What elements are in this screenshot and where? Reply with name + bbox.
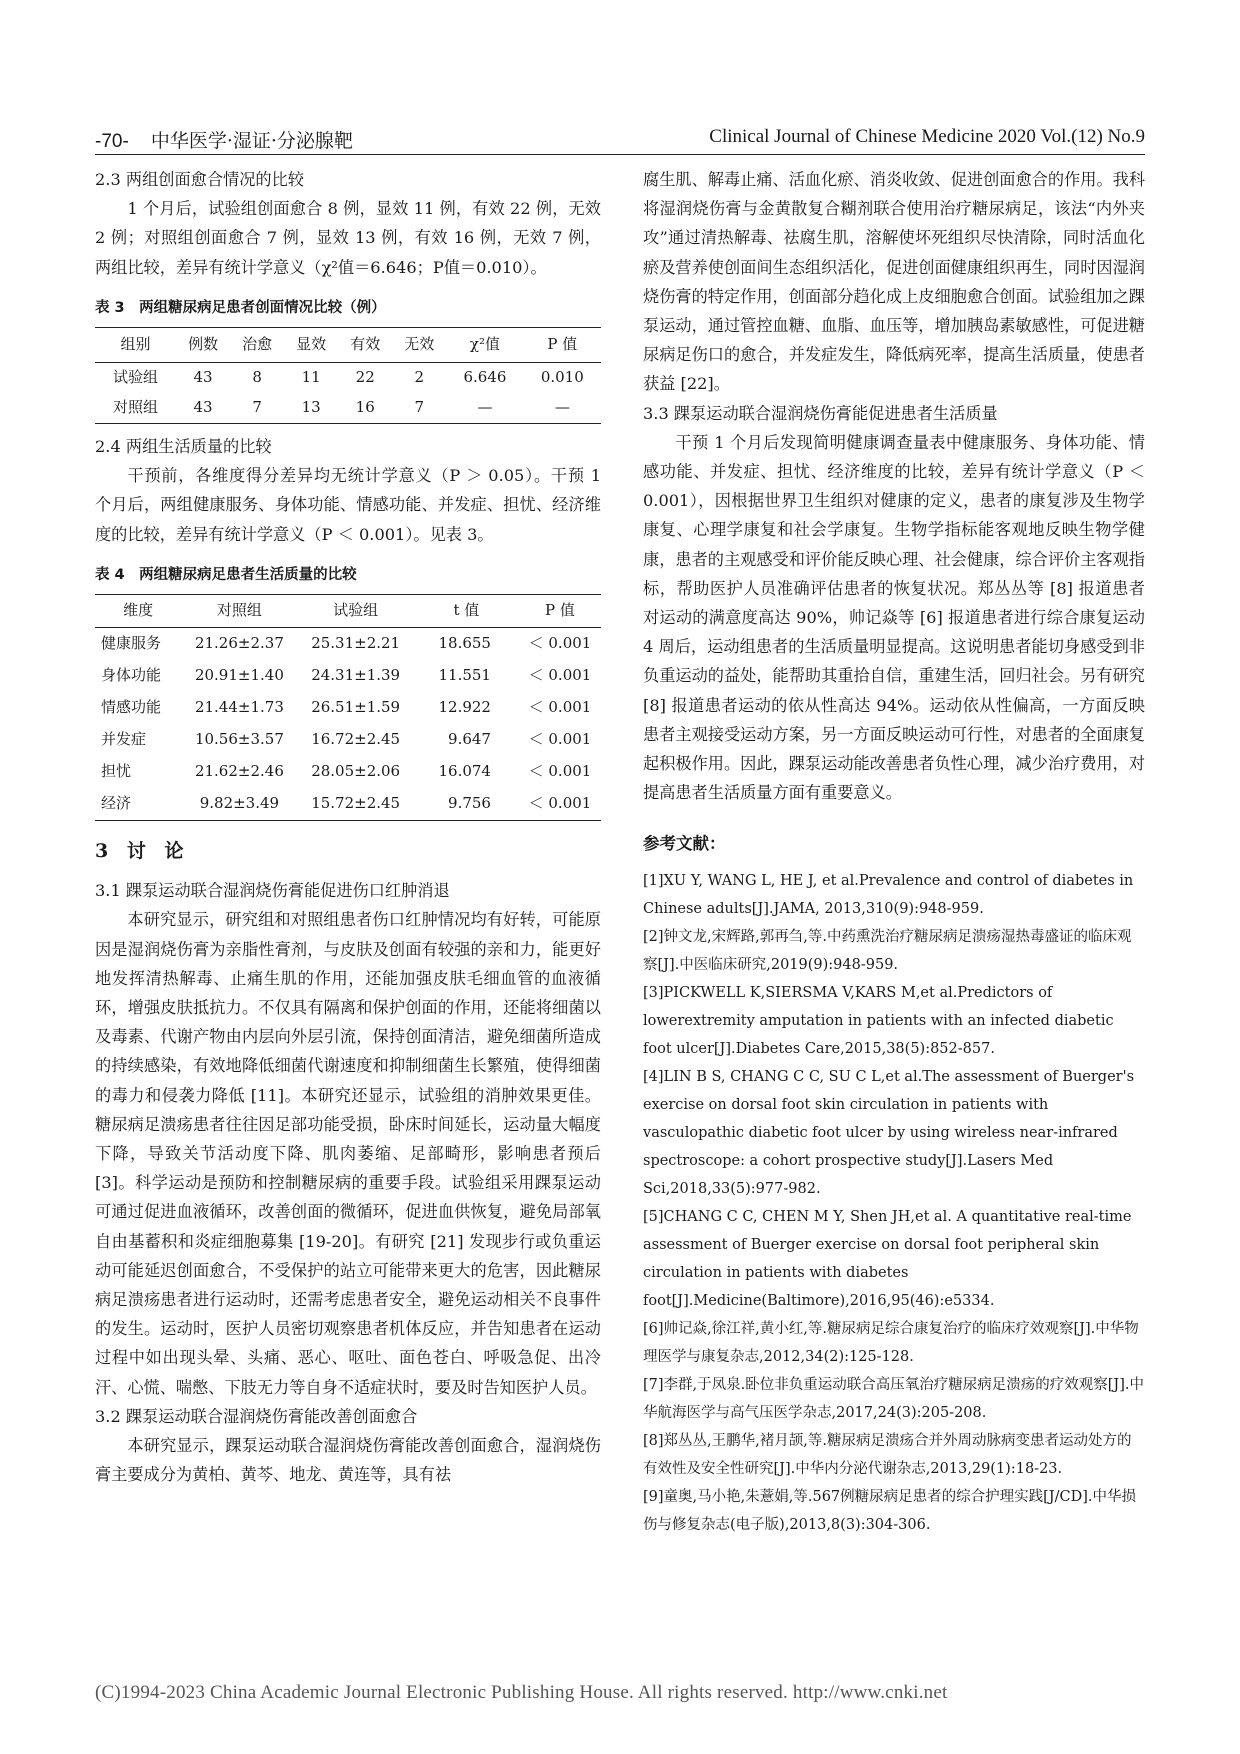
table-row — [95, 660, 601, 692]
table-cell: 8 — [252, 368, 262, 387]
table-cell: 15.72±2.45 — [311, 794, 401, 813]
table-row — [95, 628, 601, 661]
table-3-header-row — [95, 328, 601, 363]
table-cell: 9.756 — [448, 794, 491, 813]
table-3-header: 治愈 — [242, 335, 273, 354]
table-cell: ＜ 0.001 — [528, 634, 592, 653]
table-cell: 25.31±2.21 — [311, 634, 401, 653]
table-4-caption: 表 4 两组糖尿病足患者生活质量的比较 — [95, 566, 357, 583]
table-cell: 并发症 — [101, 730, 147, 749]
table-3 — [95, 327, 601, 424]
table-cell: 24.31±1.39 — [311, 666, 401, 685]
reference-item: [9]童奥,马小艳,朱薏娟,等.567例糖尿病足患者的综合护理实践[J/CD].中华损伤与修复杂志(电子版),2013,8(3):304-306. — [643, 1488, 1136, 1533]
table-cell: 7 — [414, 398, 425, 417]
table-4 — [95, 594, 601, 821]
header-rule — [95, 154, 1145, 155]
left-column — [95, 165, 601, 1490]
reference-item: [1]XU Y, WANG L, HE J, et al.Prevalence and control of diabetes in Chinese adults[J].JAMA, 2013,310(9):948-959. — [643, 872, 1134, 917]
section-3-title: 3 讨 论 — [95, 840, 190, 863]
section-3-2-continuation: 腐生肌、解毒止痛、活血化瘀、消炎收敛、促进创面愈合的作用。我科将湿润烧伤膏与金黄散复合糊剂联合使用治疗糖尿病足，该法“内外夹攻”通过清热解毒、祛腐生肌，溶解使坏死组织尽快清除，同时活血化瘀及营养使创面间生态组织活化，促进创面健康组织再生，同时因湿润烧伤膏的特定作用，创面部分趋化成上皮细胞愈合创面。试验组加之踝泵运动，通过管控血糖、血脂、血压等，增加胰岛素敏感性，可促进糖尿病足伤口的愈合，并发症发生，降低病死率，提高生活质量，使患者获益 [22]。 — [643, 170, 1145, 394]
table-3-header: 显效 — [296, 335, 327, 354]
table-3-header: 无效 — [404, 335, 435, 354]
references-title: 参考文献： — [643, 834, 726, 854]
reference-item: [8]郑丛丛,王鹏华,褚月颉,等.糖尿病足溃疡合并外周动脉病变患者运动处方的有效性及安全性研究[J].中华内分泌代谢杂志,2013,29(1):18-23. — [643, 1432, 1132, 1477]
table-cell: 9.647 — [448, 730, 491, 749]
table-4-header: 试验组 — [333, 601, 379, 620]
right-column — [643, 165, 1145, 1539]
table-cell: 2 — [414, 368, 425, 387]
table-cell: 13 — [301, 398, 321, 417]
page-number: -70- — [95, 131, 129, 152]
section-2-4-paragraph: 干预前，各维度得分差异均无统计学意义（P ＞ 0.05）。干预 1 个月后，两组健康服务、身体功能、情感功能、并发症、担忧、经济维度的比较，差异有统计学意义（P ＜ 0.001）。见表 3。 — [95, 466, 601, 544]
table-cell: 7 — [252, 398, 262, 417]
reference-list — [643, 867, 1145, 1539]
table-cell: 22 — [355, 368, 375, 387]
reference-item: [5]CHANG C C, CHEN M Y, Shen JH,et al. A quantitative real-time assessment of Buerger exercise on dorsal foot peripheral skin circulation in patients with diabetes foot[J].Medicine(Baltimore),2016,95(46):e5334. — [643, 1208, 1132, 1309]
table-cell: 26.51±1.59 — [311, 698, 401, 717]
table-cell: ＜ 0.001 — [528, 698, 592, 717]
table-cell: 试验组 — [113, 368, 159, 387]
table-cell: 0.010 — [540, 368, 584, 387]
journal-title-cn: 中华医学·湿证·分泌腺靶 — [150, 130, 353, 152]
table-4-header: P 值 — [545, 601, 575, 620]
section-2-3-paragraph: 1 个月后，试验组创面愈合 8 例，显效 11 例，有效 22 例，无效 2 例；对照组创面愈合 7 例，显效 13 例，有效 16 例，无效 7 例，两组比较，差异有统计学意义（χ²值＝6.646；P值＝0.010）。 — [95, 199, 601, 277]
table-cell: 21.62±2.46 — [194, 762, 284, 781]
table-cell: 21.26±2.37 — [194, 634, 284, 653]
reference-item: [6]帅记焱,徐江祥,黄小红,等.糖尿病足综合康复治疗的临床疗效观察[J].中华物理医学与康复杂志,2012,34(2):125-128. — [643, 1320, 1139, 1365]
section-2-3-title: 2.3 两组创面愈合情况的比较 — [95, 170, 304, 189]
table-cell: 12.922 — [438, 698, 491, 717]
table-cell: 担忧 — [101, 762, 132, 781]
reference-item: [2]钟文龙,宋辉路,郭再刍,等.中药熏洗治疗糖尿病足溃疡湿热毒盛证的临床观察[J].中医临床研究,2019(9):948-959. — [643, 928, 1132, 973]
table-3-header: 组别 — [120, 335, 151, 354]
table-cell: 6.646 — [463, 368, 507, 387]
table-cell: ＜ 0.001 — [528, 666, 592, 685]
reference-item: [4]LIN B S, CHANG C C, SU C L,et al.The assessment of Buerger's exercise on dorsal foot skin circulation in patients with vasculopathic diabetic foot ulcer by using wireless near-infrared spectroscope: a cohort prospective study[J].Lasers Med Sci,2018,33(5):977-982. — [643, 1068, 1135, 1197]
table-cell: — — [477, 398, 493, 417]
table-cell: 对照组 — [113, 398, 159, 417]
section-3-3-paragraph: 干预 1 个月后发现简明健康调查量表中健康服务、身体功能、情感功能、并发症、担忧、经济维度的比较，差异有统计学意义（P ＜ 0.001），因根据世界卫生组织对健康的定义，患者的康复涉及生物学康复、心理学康复和社会学康复。生物学指标能客观地反映生物学健康，患者的主观感受和评价能反映心理、社会健康，综合评价主客观指标，帮助医护人员准确评估患者的恢复状况。郑丛丛等 [8] 报道患者对运动的满意度高达 90%，帅记焱等 [6] 报道患者进行综合康复运动 4 周后，运动组患者的生活质量明显提高。这说明患者能切身感受到非负重运动的益处，能帮助其重拾自信，重建生活，回归社会。另有研究 [8] 报道患者运动的依从性高达 94%。运动依从性偏高，一方面反映患者主观接受运动方案，另一方面反映运动可行性，对患者的全面康复起积极作用。因此，踝泵运动能改善患者负性心理，减少治疗费用，对提高患者生活质量方面有重要意义。 — [643, 432, 1145, 803]
table-cell: ＜ 0.001 — [528, 730, 592, 749]
copyright-footer: (C)1994-2023 China Academic Journal Electronic Publishing House. All rights reserved. http://www.cnki.net — [95, 1682, 948, 1703]
table-3-caption: 表 3 两组糖尿病足患者创面情况比较（例） — [95, 299, 386, 316]
section-3-1-paragraph: 本研究显示，研究组和对照组患者伤口红肿情况均有好转，可能原因是湿润烧伤膏为亲脂性膏剂，与皮肤及创面有较强的亲和力，能更好地发挥清热解毒、止痛生肌的作用，还能加强皮肤毛细血管的血液循环，增强皮肤抵抗力。不仅具有隔离和保护创面的作用，还能将细菌以及毒素、代谢产物由内层向外层引流，保持创面清洁，避免细菌所造成的持续感染，有效地降低细菌代谢速度和抑制细菌生长繁殖，使得细菌的毒力和侵袭力降低 [11]。本研究还显示，试验组的消肿效果更佳。糖尿病足溃疡患者往往因足部功能受损，卧床时间延长，运动量大幅度下降，导致关节活动度下降、肌肉萎缩、足部畸形，影响患者预后 [3]。科学运动是预防和控制糖尿病的重要手段。试验组采用踝泵运动可通过促进血液循环，改善创面的微循环，促进血供恢复，避免局部氧自由基蓄积和炎症细胞募集 [19-20]。有研究 [21] 发现步行或负重运动可能延迟创面愈合，不受保护的站立可能带来更大的危害，因此糖尿病足溃疡患者进行运动时，还需考虑患者安全，避免运动相关不良事件的发生。运动时，医护人员密切观察患者机体反应，并告知患者在运动过程中如出现头晕、头痛、恶心、呕吐、面色苍白、呼吸急促、出冷汗、心慌、喘憋、下肢无力等自身不适症状时，要及时告知医护人员。 — [95, 910, 601, 1397]
journal-title-en: Clinical Journal of Chinese Medicine 2020 Vol.(12) No.9 — [709, 126, 1145, 147]
table-cell: 16.074 — [438, 762, 491, 781]
table-4-header: 对照组 — [216, 601, 262, 620]
table-cell: 18.655 — [438, 634, 491, 653]
table-cell: 21.44±1.73 — [194, 698, 284, 717]
table-row — [95, 756, 601, 788]
table-cell: 经济 — [101, 794, 132, 813]
running-header-left — [95, 126, 353, 153]
table-cell: 43 — [193, 398, 213, 417]
section-3-2-title: 3.2 踝泵运动联合湿润烧伤膏能改善创面愈合 — [95, 1406, 418, 1426]
table-cell: ＜ 0.001 — [528, 794, 592, 813]
table-row — [95, 724, 601, 756]
reference-item: [7]李群,于凤泉.卧位非负重运动联合高压氧治疗糖尿病足溃疡的疗效观察[J].中华航海医学与高气压医学杂志,2017,24(3):205-208. — [643, 1376, 1144, 1421]
section-3-2-paragraph: 本研究显示，踝泵运动联合湿润烧伤膏能改善创面愈合，湿润烧伤膏主要成分为黄柏、黄芩、地龙、黄连等，具有祛 — [95, 1436, 601, 1485]
table-cell: 28.05±2.06 — [311, 762, 401, 781]
table-3-header: 有效 — [350, 335, 381, 354]
reference-item: [3]PICKWELL K,SIERSMA V,KARS M,et al.Predictors of lowerextremity amputation in patients with an infected diabetic foot ulcer[J].Diabetes Care,2015,38(5):852-857. — [643, 984, 1114, 1057]
table-cell: 10.56±3.57 — [194, 730, 284, 749]
section-3-1-title: 3.1 踝泵运动联合湿润烧伤膏能促进伤口红肿消退 — [95, 881, 450, 901]
table-cell: 20.91±1.40 — [194, 666, 284, 685]
table-cell: 身体功能 — [101, 666, 162, 685]
table-cell: 43 — [193, 368, 213, 387]
table-row — [95, 393, 601, 424]
table-3-header: P 值 — [547, 335, 578, 354]
table-cell: 11 — [301, 368, 321, 387]
table-cell: 16 — [355, 398, 375, 417]
table-row — [95, 788, 601, 821]
table-4-header: 维度 — [123, 601, 154, 620]
table-3-header: χ²值 — [469, 335, 500, 354]
table-cell: 11.551 — [438, 666, 491, 685]
table-3-header: 例数 — [188, 335, 219, 354]
section-2-4-title: 2.4 两组生活质量的比较 — [95, 437, 272, 457]
table-cell: 情感功能 — [101, 698, 162, 717]
table-4-header-row — [95, 595, 601, 628]
table-cell: — — [554, 398, 570, 417]
table-cell: 16.72±2.45 — [311, 730, 401, 749]
table-row — [95, 363, 601, 394]
table-cell: 9.82±3.49 — [199, 794, 280, 813]
table-4-header: t 值 — [453, 601, 480, 620]
table-cell: 健康服务 — [101, 634, 162, 653]
table-cell: ＜ 0.001 — [528, 762, 592, 781]
table-row — [95, 692, 601, 724]
section-3-3-title: 3.3 踝泵运动联合湿润烧伤膏能促进患者生活质量 — [643, 403, 998, 423]
